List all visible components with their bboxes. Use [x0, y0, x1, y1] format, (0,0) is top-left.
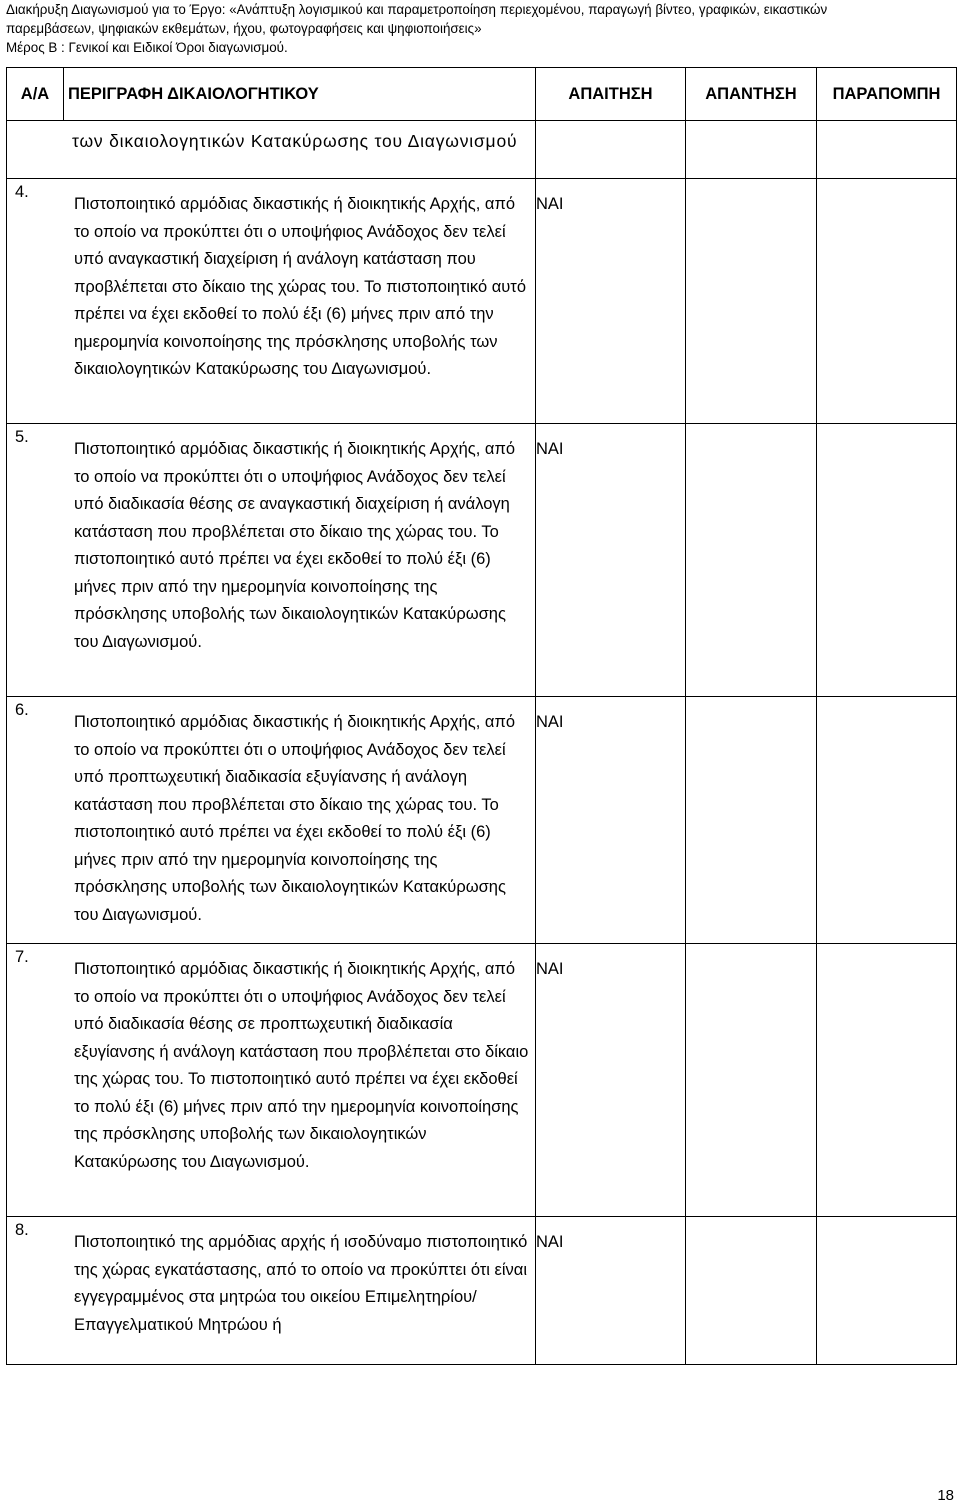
continuation-text: των δικαιολογητικών Κατακύρωσης του Διαγωνισμού [72, 131, 518, 151]
answer-cell[interactable] [686, 1217, 817, 1365]
row-number: 6. [15, 701, 29, 719]
header-line-2: παρεμβάσεων, ψηφιακών εκθεμάτων, ήχου, φωτογραφήσεις και ψηφιοποιήσεις» [6, 21, 482, 36]
row-number: 8. [15, 1221, 29, 1239]
requirement-cell: ΝΑΙ [536, 424, 686, 697]
answer-cell[interactable] [686, 944, 817, 1217]
reference-cell[interactable] [817, 179, 957, 424]
table-row [7, 424, 957, 697]
reference-cell[interactable] [817, 1217, 957, 1365]
table-row-continuation [7, 121, 957, 179]
description-cell [7, 944, 536, 1217]
reference-cell[interactable] [817, 697, 957, 944]
table-row [7, 944, 957, 1217]
column-header-requirement: ΑΠΑΙΤΗΣΗ [536, 68, 686, 121]
answer-cell-empty [686, 121, 817, 179]
row-number: 7. [15, 948, 29, 966]
column-header-description: ΠΕΡΙΓΡΑΦΗ ΔΙΚΑΙΟΛΟΓΗΤΙΚΟΥ [64, 68, 536, 121]
continuation-cell [7, 121, 536, 179]
table-row [7, 697, 957, 944]
table-row [7, 1217, 957, 1365]
table-row [7, 179, 957, 424]
requirements-table [6, 67, 957, 1365]
row-description: Πιστοποιητικό της αρμόδιας αρχής ή ισοδύναμο πιστοποιητικό της χώρας εγκατάστασης, από το οποίο να προκύπτει ότι είναι εγγεγραμμένος στα μητρώα του οικείου Επιμελητηρίου/Επαγγελματικού Μητρώου ή [74, 1233, 528, 1334]
document-header [6, 0, 956, 57]
requirement-cell: ΝΑΙ [536, 179, 686, 424]
table-header-row [7, 68, 957, 121]
requirement-cell: ΝΑΙ [536, 1217, 686, 1365]
row-number: 5. [15, 428, 29, 446]
row-description: Πιστοποιητικό αρμόδιας δικαστικής ή διοικητικής Αρχής, από το οποίο να προκύπτει ότι ο υποψήφιος Ανάδοχος δεν τελεί υπό διαδικασία θέσης σε προπτωχευτική διαδικασία εξυγίανσης ή ανάλογη κατάσταση που προβλέπεται στο δίκαιο της χώρας του. Το πιστοποιητικό αυτό πρέπει να έχει εκδοθεί το πολύ έξι (6) μήνες πριν από την ημερομηνία κοινοποίησης της πρόσκλησης υποβολής των δικαιολογητικών Κατακύρωσης του Διαγωνισμού. [74, 960, 529, 1171]
column-header-reference: ΠΑΡΑΠΟΜΠΗ [817, 68, 957, 121]
reference-cell-empty [817, 121, 957, 179]
requirement-cell: ΝΑΙ [536, 944, 686, 1217]
page-number: 18 [937, 1487, 954, 1504]
description-cell [7, 424, 536, 697]
header-line-1: Διακήρυξη Διαγωνισμού για το Έργο: «Ανάπτυξη λογισμικού και παραμετροποίηση περιεχομένου, παραγωγή βίντεο, γραφικών, εικαστικών [6, 2, 828, 17]
requirement-cell-empty [536, 121, 686, 179]
column-header-aa: Α/Α [7, 68, 64, 121]
description-cell [7, 1217, 536, 1365]
requirement-cell: ΝΑΙ [536, 697, 686, 944]
description-cell [7, 179, 536, 424]
answer-cell[interactable] [686, 424, 817, 697]
column-header-answer: ΑΠΑΝΤΗΣΗ [686, 68, 817, 121]
description-cell [7, 697, 536, 944]
answer-cell[interactable] [686, 697, 817, 944]
row-description: Πιστοποιητικό αρμόδιας δικαστικής ή διοικητικής Αρχής, από το οποίο να προκύπτει ότι ο υποψήφιος Ανάδοχος δεν τελεί υπό αναγκαστική διαχείριση ή ανάλογη κατάσταση που προβλέπεται στο δίκαιο της χώρας του. Το πιστοποιητικό αυτό πρέπει να έχει εκδοθεί το πολύ έξι (6) μήνες πριν από την ημερομηνία κοινοποίησης της πρόσκλησης υποβολής των δικαιολογητικών Κατακύρωσης του Διαγωνισμού. [74, 195, 527, 378]
reference-cell[interactable] [817, 944, 957, 1217]
answer-cell[interactable] [686, 179, 817, 424]
reference-cell[interactable] [817, 424, 957, 697]
row-description: Πιστοποιητικό αρμόδιας δικαστικής ή διοικητικής Αρχής, από το οποίο να προκύπτει ότι ο υποψήφιος Ανάδοχος δεν τελεί υπό προπτωχευτική διαδικασία εξυγίανσης ή ανάλογη κατάσταση που προβλέπεται στο δίκαιο της χώρας του. Το πιστοποιητικό αυτό πρέπει να έχει εκδοθεί το πολύ έξι (6) μήνες πριν από την ημερομηνία κοινοποίησης της πρόσκλησης υποβολής των δικαιολογητικών Κατακύρωσης του Διαγωνισμού. [74, 713, 516, 924]
header-line-3: Μέρος Β : Γενικοί και Ειδικοί Όροι διαγωνισμού. [6, 40, 288, 55]
row-number: 4. [15, 183, 29, 201]
row-description: Πιστοποιητικό αρμόδιας δικαστικής ή διοικητικής Αρχής, από το οποίο να προκύπτει ότι ο υποψήφιος Ανάδοχος δεν τελεί υπό διαδικασία θέσης σε αναγκαστική διαχείριση ή ανάλογη κατάσταση που προβλέπεται στο δίκαιο της χώρας του. Το πιστοποιητικό αυτό πρέπει να έχει εκδοθεί το πολύ έξι (6) μήνες πριν από την ημερομηνία κοινοποίησης της πρόσκλησης υποβολής των δικαιολογητικών Κατακύρωσης του Διαγωνισμού. [74, 440, 516, 651]
